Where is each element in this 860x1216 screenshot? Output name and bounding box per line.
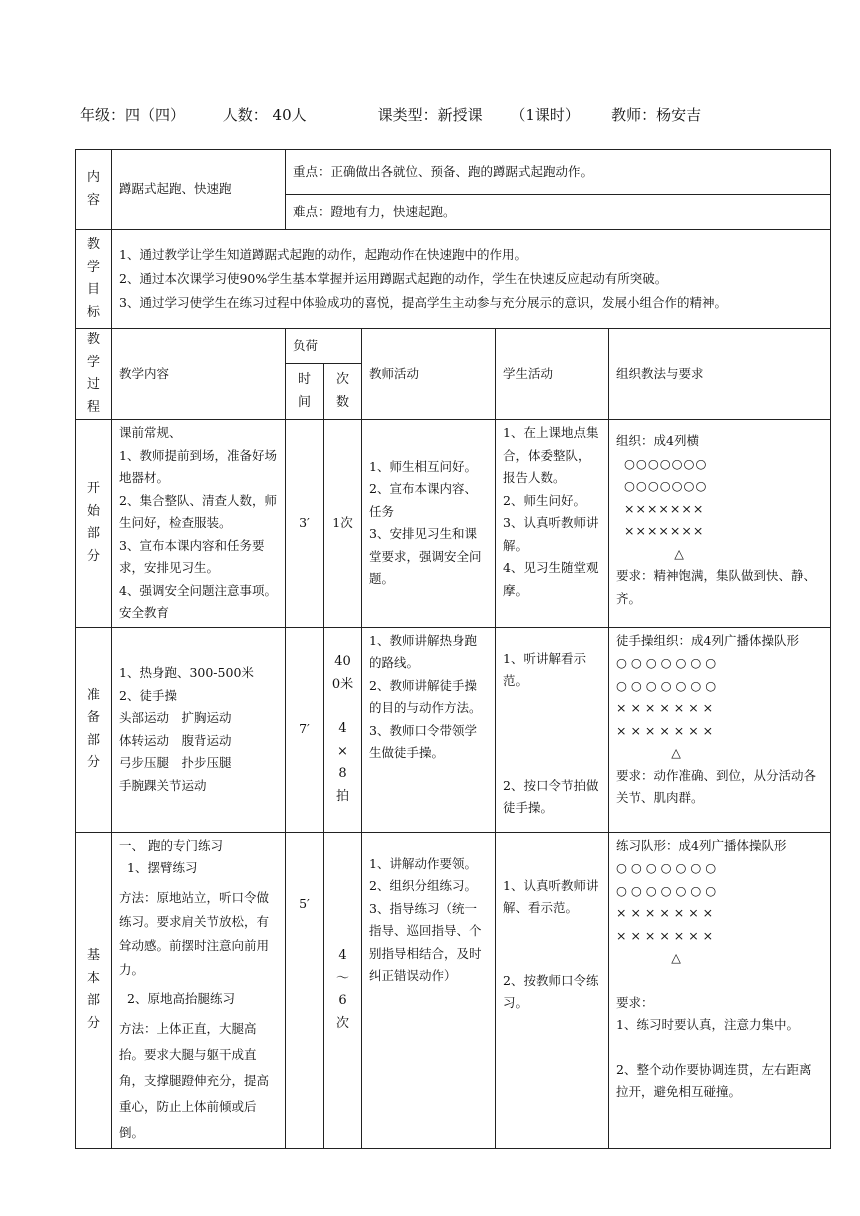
organization [609, 627, 831, 832]
formation-row: ○ ○ ○ ○ ○ ○ ○ [616, 882, 717, 898]
goals-list [112, 230, 831, 329]
teacher-name: 教师：杨安吉 [611, 106, 702, 124]
content-line: 体转运动 腹背运动 [119, 732, 232, 748]
teacher-line: 1、讲解动作要领。 [369, 855, 477, 871]
section-times: 1次 [324, 420, 362, 628]
student-line: 2、按口令节拍做徒手操。 [503, 777, 599, 815]
requirement: 要求：精神饱满，集队做到快、静、齐。 [616, 568, 817, 606]
goal-item: 3、通过学习使学生在练习过程中体验成功的喜悦，提高学生主动参与充分展示的意识，发展小组合作的精神。 [119, 295, 727, 310]
teacher-marker: △ [671, 950, 681, 965]
content-line: 2、徒手操 [119, 687, 177, 703]
content-line: 2、集合整队、清查人数，师生问好，检查服装。 [119, 492, 277, 530]
formation-row: ○ ○ ○ ○ ○ ○ ○ [616, 655, 717, 670]
content-topic: 蹲踞式起跑、快速跑 [112, 150, 286, 230]
key-point: 重点：正确做出各就位、预备、跑的蹲踞式起跑动作。 [286, 150, 831, 195]
content-line: 弓步压腿 扑步压腿 [119, 755, 232, 770]
content-line: 2、原地高抬腿练习 [127, 990, 235, 1006]
content-line: 1、摆臂练习 [127, 860, 198, 875]
lesson-hours: （1课时） [510, 106, 580, 124]
content-line: 1、热身跑、300-500米 [119, 665, 254, 680]
lesson-type: 课类型：新授课 [377, 106, 483, 124]
teacher-activity [362, 420, 496, 628]
difficulty-point: 难点：蹬地有力，快速起跑。 [286, 195, 831, 230]
requirement-item: 2、整个动作要协调连贯，左右距离拉开，避免相互碰撞。 [616, 1061, 812, 1099]
teacher-line: 3、指导练习（统一指导、巡回指导、个别指导相结合，及时纠正错误动作） [369, 900, 482, 983]
formation-row: ○ ○ ○ ○ ○ ○ ○ [616, 860, 717, 875]
formation-row: × × × × × × × [616, 927, 714, 943]
organization [609, 832, 831, 1149]
content-line: 课前常规、 [119, 425, 182, 440]
times-count: 4～6次 [335, 948, 349, 1031]
content-line: 手腕踝关节运动 [119, 777, 207, 793]
student-activity [496, 420, 609, 628]
teacher-line: 2、组织分组练习。 [369, 878, 477, 893]
col-org-header: 组织教法与要求 [609, 329, 831, 420]
goal-item: 1、通过教学让学生知道蹲踞式起跑的动作，起跑动作在快速跑中的作用。 [119, 247, 527, 262]
formation-row: ○○○○○○○ [624, 478, 708, 493]
student-count: 人数： 40人 [222, 106, 307, 124]
requirement-item: 1、练习时要认真，注意力集中。 [616, 1017, 799, 1032]
teacher-activity [362, 832, 496, 1149]
col-times-header: 次数 [324, 364, 362, 420]
process-label: 教学过程 [76, 329, 112, 420]
teacher-activity [362, 627, 496, 832]
teacher-line: 3、安排见习生和课堂要求，强调安全问题。 [369, 526, 482, 587]
content-line: 4、强调安全问题注意事项。安全教育 [119, 582, 277, 620]
section-time: 3′ [286, 420, 324, 628]
times-distance: 400米 [331, 654, 354, 692]
section-label-prep: 准备部分 [76, 627, 112, 832]
formation-row: ○○○○○○○ [624, 455, 708, 471]
teacher-marker: △ [671, 745, 681, 760]
lesson-plan-table [75, 149, 831, 1149]
student-activity [496, 832, 609, 1149]
times-beats: 4×8拍 [335, 721, 349, 804]
col-time-header: 时间 [286, 364, 324, 420]
org-title: 练习队形：成4列广播体操队形 [616, 837, 787, 853]
formation-row: × × × × × × × [616, 905, 714, 920]
student-line: 1、在上课地点集合，体委整队，报告人数。 [503, 425, 599, 485]
teacher-line: 1、教师讲解热身跑的路线。 [369, 632, 477, 670]
student-activity [496, 627, 609, 832]
requirement-title: 要求： [616, 994, 654, 1010]
section-label-basic: 基本部分 [76, 832, 112, 1149]
teacher-marker: △ [674, 545, 684, 561]
col-student-header: 学生活动 [496, 329, 609, 420]
section-times [324, 627, 362, 832]
formation-row: × × × × × × × [616, 722, 714, 738]
section-content [112, 627, 286, 832]
content-line: 头部运动 扩胸运动 [119, 710, 232, 725]
content-line: 一、 跑的专门练习 [119, 837, 223, 853]
student-line: 3、认真听教师讲解。 [503, 515, 599, 553]
section-content [112, 832, 286, 1149]
col-teacher-header: 教师活动 [362, 329, 496, 420]
student-line: 4、见习生随堂观摩。 [503, 560, 599, 598]
content-label: 内容 [76, 150, 112, 230]
student-line: 1、认真听教师讲解、看示范。 [503, 877, 599, 915]
content-line: 方法：原地站立，听口令做练习。要求肩关节放松，有耸动感。前摆时注意向前用力。 [119, 889, 270, 977]
org-title: 组织：成4列横 [616, 433, 699, 448]
formation-row: ××××××× [624, 523, 705, 538]
section-content [112, 420, 286, 628]
section-label-start: 开始部分 [76, 420, 112, 628]
formation-row: ××××××× [624, 500, 705, 516]
goal-item: 2、通过本次课学习使90%学生基本掌握并运用蹲踞式起跑的动作，学生在快速反应起动有所突破。 [119, 271, 668, 286]
student-line: 1、听讲解看示范。 [503, 650, 586, 688]
teacher-line: 2、教师讲解徒手操的目的与动作方法。 [369, 677, 482, 715]
teacher-line: 3、教师口令带领学生做徒手操。 [369, 722, 477, 760]
teacher-line: 1、师生相互问好。 [369, 458, 477, 474]
teacher-line: 2、宣布本课内容、任务 [369, 481, 477, 519]
goals-label: 教学目标 [76, 230, 112, 329]
student-line: 2、师生问好。 [503, 492, 586, 508]
content-line: 1、教师提前到场，准备好场地器材。 [119, 447, 277, 485]
content-line: 3、宣布本课内容和任务要求，安排见习生。 [119, 537, 265, 575]
col-load-header: 负荷 [286, 329, 362, 364]
formation-row: ○ ○ ○ ○ ○ ○ ○ [616, 677, 717, 693]
organization [609, 420, 831, 628]
section-times [324, 832, 362, 1149]
section-time: 7′ [286, 627, 324, 832]
requirement: 要求：动作准确、到位，从分活动各关节、肌肉群。 [616, 767, 817, 805]
student-line: 2、按教师口令练习。 [503, 972, 599, 1010]
section-time: 5′ [286, 832, 324, 1149]
org-title: 徒手操组织：成4列广播体操队形 [616, 632, 799, 648]
grade-label: 年级：四（四） [80, 106, 186, 124]
lesson-header [80, 104, 701, 125]
col-content-header: 教学内容 [112, 329, 286, 420]
formation-row: × × × × × × × [616, 700, 714, 715]
content-line: 方法：上体正直，大腿高抬。要求大腿与躯干成直角，支撑腿蹬伸充分，提高重心，防止上体前倾或后倒。 [119, 1021, 270, 1140]
